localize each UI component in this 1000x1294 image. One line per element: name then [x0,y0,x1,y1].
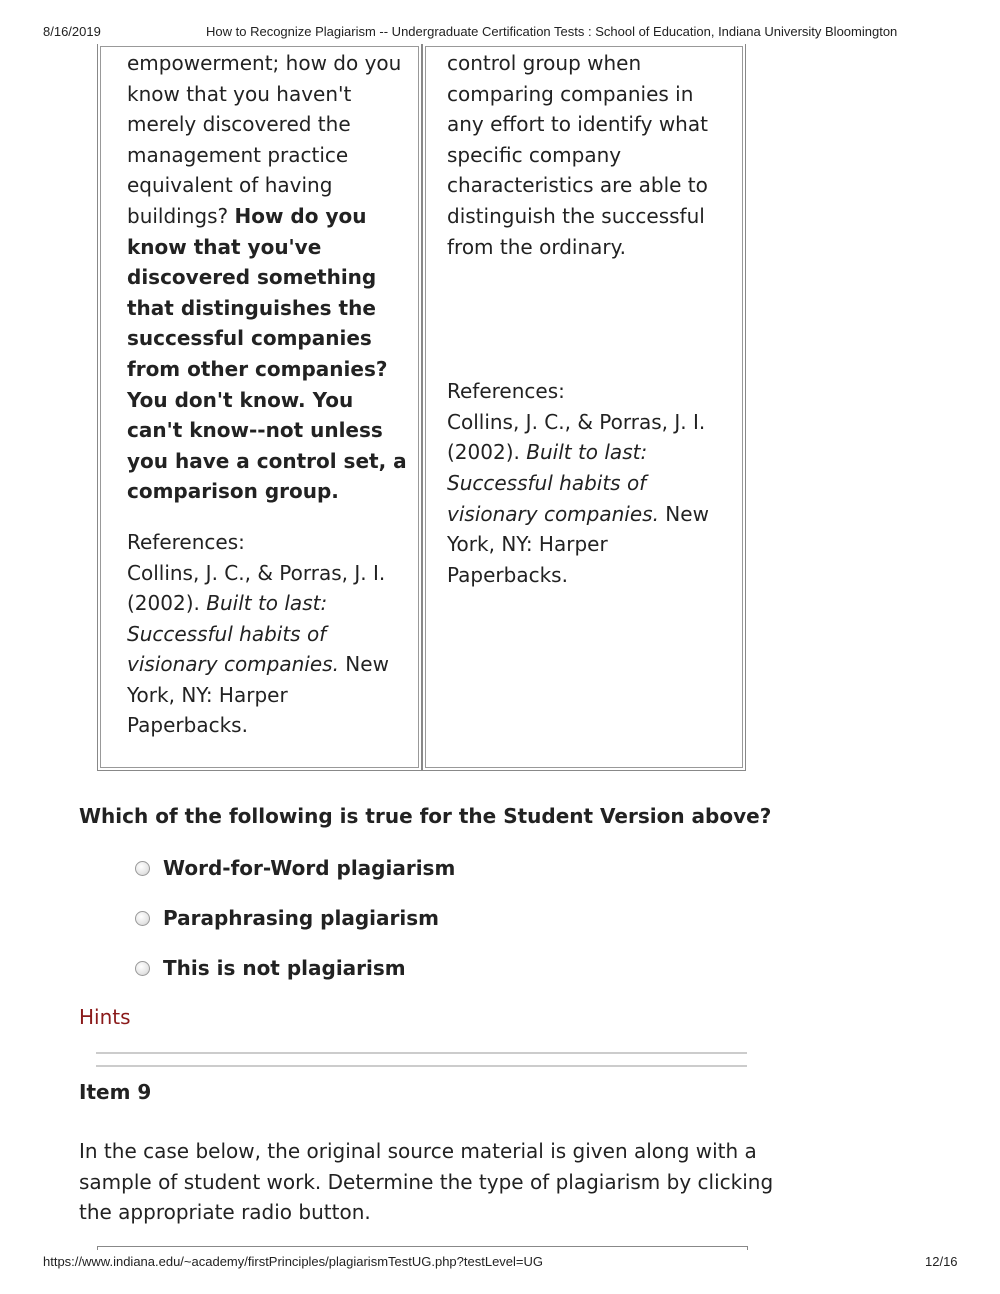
student-intro: control group when comparing companies in any effort to identify what specific company characteristics are able to distinguish the successful from the ordinary. [447,51,708,259]
print-footer [0,1254,1000,1274]
print-header [0,24,1000,44]
option-paraphrasing[interactable] [135,903,439,933]
comparison-table [97,44,746,771]
original-ref-title: Built to last: Successful habits of visionary companies. [127,591,339,677]
item-instructions: In the case below, the original source material is given along with a sample of student work. Determine the type of plagiarism by clicking the appropriate radio button. [79,1139,774,1225]
radio-button[interactable] [135,861,150,876]
student-ref-label: References: [447,379,565,404]
student-ref-publisher: New York, NY: Harper Paperbacks. [447,501,709,587]
print-url: https://www.indiana.edu/~academy/firstPrinciples/plagiarismTestUG.php?testLevel=UG [43,1254,544,1269]
question-text: Which of the following is true for the Student Version above? [79,804,772,828]
divider [96,1052,747,1054]
original-bold-passage: How do you know that you've discovered something that distinguishes the successful companies from other companies? You don't know. You can't know--not unless you have a control set, a comparison group. [127,203,407,504]
original-references [127,527,412,741]
original-source-text [127,48,412,741]
student-ref-title: Built to last: Successful habits of visionary companies. [447,440,659,526]
original-source-cell [97,44,422,771]
student-version-cell [422,44,746,771]
hints-link[interactable]: Hints [79,1005,131,1029]
next-table-edge [97,1246,748,1250]
option-not-plagiarism[interactable] [135,953,406,983]
print-page-title: How to Recognize Plagiarism -- Undergraduate Certification Tests : School of Education, Indiana University Bloomington [206,24,898,39]
page-number: 12/16 [925,1254,958,1269]
option-label[interactable]: Paraphrasing plagiarism [163,906,439,930]
student-ref-authors: Collins, J. C., & Porras, J. I. (2002). [447,409,706,465]
student-references [447,376,727,590]
original-ref-publisher: New York, NY: Harper Paperbacks. [127,652,389,738]
option-label[interactable]: Word-for-Word plagiarism [163,856,456,880]
student-version-text [447,48,727,590]
original-intro: empowerment; how do you know that you haven't merely discovered the management practice equivalent of having buildings? [127,51,402,228]
item-title: Item 9 [79,1080,152,1104]
radio-button[interactable] [135,911,150,926]
option-label[interactable]: This is not plagiarism [163,956,406,980]
divider [96,1065,747,1067]
original-ref-authors: Collins, J. C., & Porras, J. I. (2002). [127,560,386,616]
option-word-for-word[interactable] [135,853,455,883]
radio-button[interactable] [135,961,150,976]
print-date: 8/16/2019 [43,24,101,39]
original-ref-label: References: [127,529,245,554]
